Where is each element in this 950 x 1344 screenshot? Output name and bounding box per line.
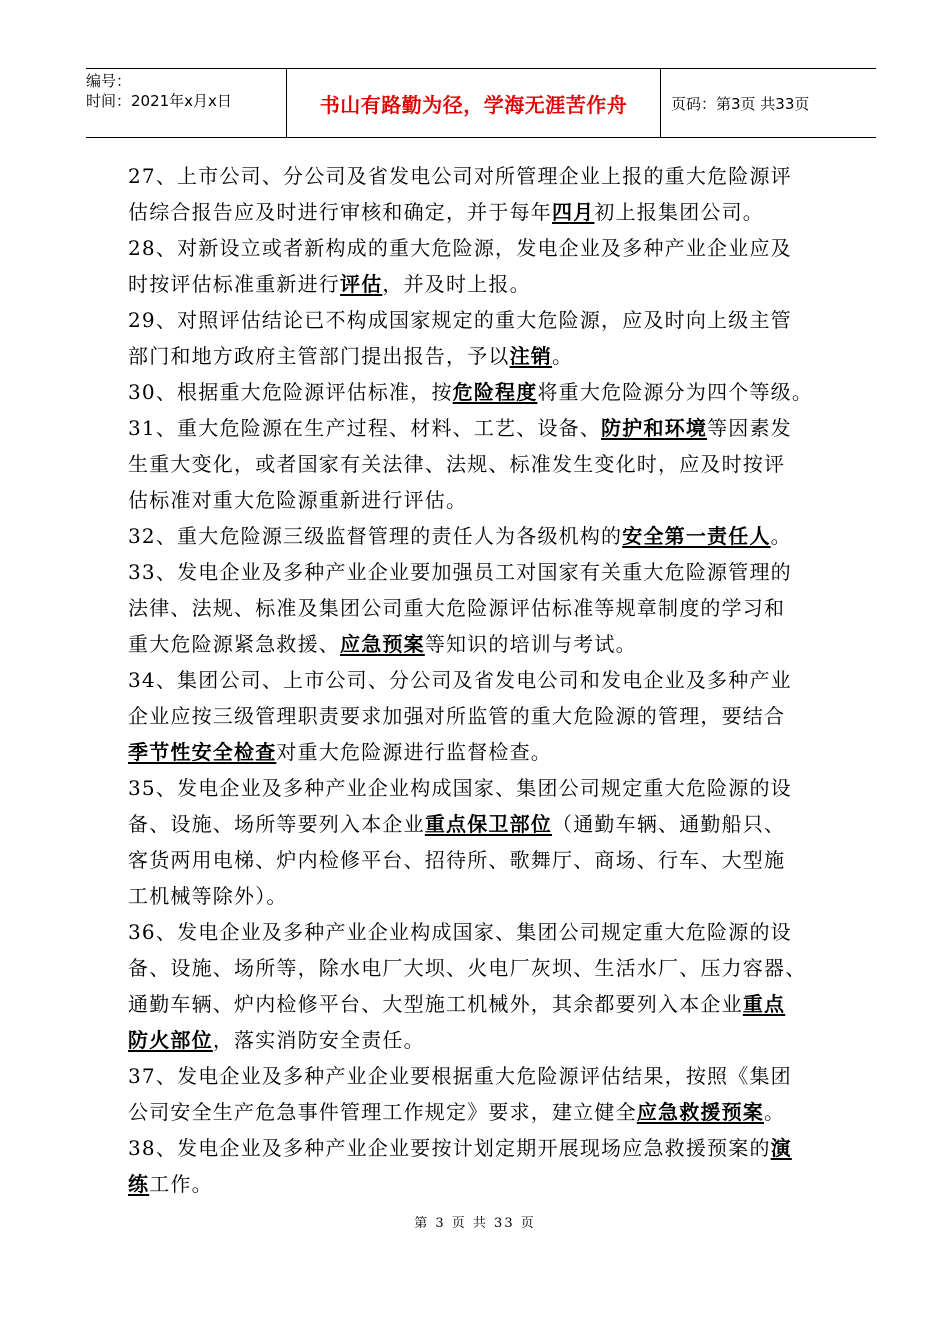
text-segment: 36、发电企业及多种产业企业构成国家、集团公司规定重大危险源的设 <box>128 920 792 944</box>
emphasized-term: 应急救援预案 <box>636 1100 765 1124</box>
text-line <box>128 950 828 986</box>
text-segment: 估标准对重大危险源重新进行评估。 <box>128 488 468 512</box>
text-segment: 部门和地方政府主管部门提出报告，予以 <box>128 344 510 368</box>
document-header <box>86 68 876 138</box>
text-segment: 35、发电企业及多种产业企业构成国家、集团公司规定重大危险源的设 <box>128 776 792 800</box>
text-line <box>128 374 828 410</box>
emphasized-term: 危险程度 <box>452 380 538 404</box>
text-line <box>128 446 828 482</box>
text-line <box>128 698 828 734</box>
text-line <box>128 1094 828 1130</box>
text-segment: 27、上市公司、分公司及省发电公司对所管理企业上报的重大危险源评 <box>128 164 792 188</box>
text-segment: 备、设施、场所等要列入本企业 <box>128 812 425 836</box>
text-line <box>128 914 828 950</box>
document-body <box>128 158 828 1202</box>
text-segment: 客货两用电梯、炉内检修平台、招待所、歌舞厅、商场、行车、大型施 <box>128 848 786 872</box>
text-segment: 法律、法规、标准及集团公司重大危险源评估标准等规章制度的学习和 <box>128 596 786 620</box>
text-segment: ，落实消防安全责任。 <box>212 1028 425 1052</box>
emphasized-term: 注销 <box>509 344 553 368</box>
text-segment: ，并及时上报。 <box>382 272 531 296</box>
text-line <box>128 1130 828 1166</box>
text-segment: 时按评估标准重新进行 <box>128 272 340 296</box>
text-line <box>128 302 828 338</box>
text-segment: 29、对照评估结论已不构成国家规定的重大危险源，应及时向上级主管 <box>128 308 792 332</box>
emphasized-term: 重点保卫部位 <box>424 812 553 836</box>
text-segment: 28、对新设立或者新构成的重大危险源，发电企业及多种产业企业应及 <box>128 236 792 260</box>
text-segment: 32、重大危险源三级监督管理的责任人为各级机构的 <box>128 524 623 548</box>
text-segment: 33、发电企业及多种产业企业要加强员工对国家有关重大危险源管理的 <box>128 560 792 584</box>
header-motto-cell <box>286 69 661 137</box>
header-meta <box>86 69 286 137</box>
text-line <box>128 986 828 1022</box>
text-segment: 估综合报告应及时进行审核和确定，并于每年 <box>128 200 552 224</box>
text-segment: 企业应按三级管理职责要求加强对所监管的重大危险源的管理，要结合 <box>128 704 786 728</box>
text-segment: 31、重大危险源在生产过程、材料、工艺、设备、 <box>128 416 602 440</box>
emphasized-term: 应急预案 <box>340 632 425 656</box>
text-segment: 工机械等除外）。 <box>128 884 288 908</box>
text-line <box>128 482 828 518</box>
text-line <box>128 806 828 842</box>
text-line <box>128 878 828 914</box>
text-segment: 对重大危险源进行监督检查。 <box>276 740 553 764</box>
text-line <box>128 734 828 770</box>
document-time-label: 时间：2021年x月x日 <box>86 92 232 110</box>
text-line <box>128 770 828 806</box>
text-segment: 34、集团公司、上市公司、分公司及省发电公司和发电企业及多种产业 <box>128 668 792 692</box>
document-number-label: 编号： <box>86 72 132 90</box>
text-segment: 生重大变化，或者国家有关法律、法规、标准发生变化时，应及时按评 <box>128 452 786 476</box>
text-segment: 备、设施、场所等，除水电厂大坝、火电厂灰坝、生活水厂、压力容器、 <box>128 956 807 980</box>
emphasized-term: 季节性安全检查 <box>128 740 277 764</box>
text-line <box>128 626 828 662</box>
text-line <box>128 230 828 266</box>
header-page-label: 页码：第3页 共33页 <box>671 94 810 113</box>
text-segment: 初上报集团公司。 <box>594 200 765 224</box>
emphasized-term: 演 <box>770 1136 792 1160</box>
text-segment: 工作。 <box>149 1172 213 1196</box>
text-line <box>128 662 828 698</box>
page-footer: 第 3 页 共 33 页 <box>414 1216 536 1231</box>
text-line <box>128 842 828 878</box>
text-line <box>128 1022 828 1058</box>
text-segment: 等因素发 <box>707 416 792 440</box>
text-line <box>128 1058 828 1094</box>
text-segment: 。 <box>770 524 792 548</box>
text-line <box>128 266 828 302</box>
text-segment: 通勤车辆、炉内检修平台、大型施工机械外，其余都要列入本企业 <box>128 992 743 1016</box>
text-segment: 公司安全生产危急事件管理工作规定》要求，建立健全 <box>128 1100 637 1124</box>
emphasized-term: 评估 <box>340 272 383 296</box>
text-line <box>128 158 828 194</box>
text-line <box>128 194 828 230</box>
text-segment: 等知识的培训与考试。 <box>424 632 637 656</box>
text-segment: 重大危险源紧急救援、 <box>128 632 340 656</box>
text-line <box>128 338 828 374</box>
text-line <box>128 518 828 554</box>
header-motto: 书山有路勤为径，学海无涯苦作舟 <box>319 92 628 117</box>
text-line <box>128 410 828 446</box>
header-page-cell <box>661 69 876 137</box>
text-segment: 30、根据重大危险源评估标准，按 <box>128 380 453 404</box>
text-line <box>128 1166 828 1202</box>
text-segment: 38、发电企业及多种产业企业要按计划定期开展现场应急救援预案的 <box>128 1136 771 1160</box>
emphasized-term: 重点 <box>742 992 786 1016</box>
text-segment: 将重大危险源分为四个等级。 <box>537 380 814 404</box>
emphasized-term: 防护和环境 <box>601 416 708 440</box>
text-segment: （通勤车辆、通勤船只、 <box>552 812 786 836</box>
text-segment: 。 <box>764 1100 786 1124</box>
text-segment: 。 <box>552 344 574 368</box>
text-line <box>128 554 828 590</box>
emphasized-term: 四月 <box>552 200 595 224</box>
text-line <box>128 590 828 626</box>
text-segment: 37、发电企业及多种产业企业要根据重大危险源评估结果，按照《集团 <box>128 1064 792 1088</box>
emphasized-term: 练 <box>128 1172 150 1196</box>
emphasized-term: 安全第一责任人 <box>622 524 771 548</box>
emphasized-term: 防火部位 <box>128 1028 213 1052</box>
